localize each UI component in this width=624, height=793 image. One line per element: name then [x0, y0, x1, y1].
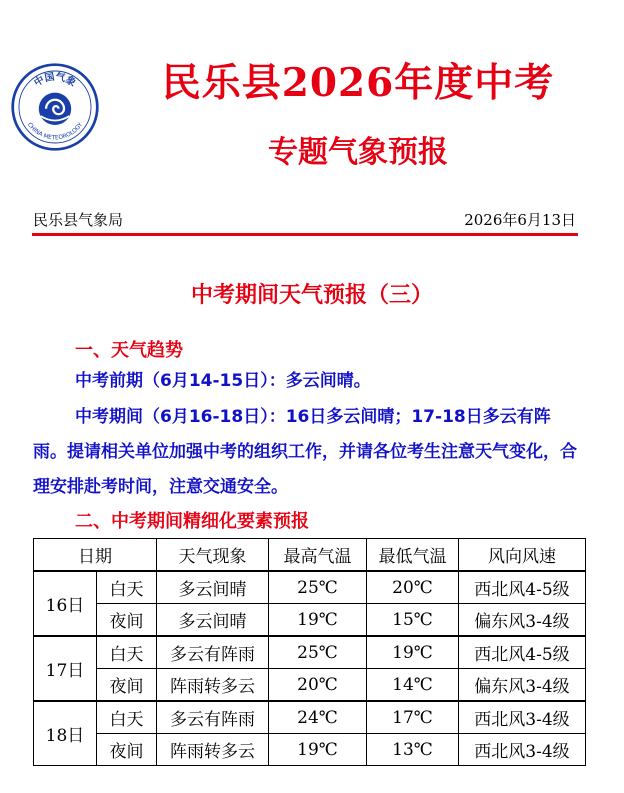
period: 夜间 [97, 669, 157, 702]
pre-exam-forecast: 中考前期（6月14-15日）：多云间晴。 [75, 371, 371, 391]
high-temp: 25℃ [269, 571, 367, 604]
low-temp: 19℃ [367, 636, 459, 669]
header-weather: 天气现象 [157, 539, 269, 572]
low-temp: 13℃ [367, 734, 459, 766]
wind: 西北风4-5级 [459, 636, 586, 669]
table-row [34, 636, 586, 669]
header-divider [32, 233, 578, 236]
table-row [34, 571, 586, 604]
header-wind: 风向风速 [459, 539, 586, 572]
weather: 多云间晴 [157, 571, 269, 604]
header-high-temp: 最高气温 [269, 539, 367, 572]
header-date: 日期 [34, 539, 157, 572]
day-date: 18日 [34, 701, 97, 766]
table-row [34, 669, 586, 702]
period: 夜间 [97, 604, 157, 637]
day-date: 16日 [34, 571, 97, 636]
table-row [34, 701, 586, 734]
issue-date: 2026年6月13日 [464, 211, 576, 229]
table-header-row [34, 539, 586, 572]
high-temp: 20℃ [269, 669, 367, 702]
section-detailed-forecast-title: 二、中考期间精细化要素预报 [75, 511, 309, 532]
low-temp: 17℃ [367, 701, 459, 734]
forecast-heading: 中考期间天气预报（三） [190, 282, 433, 308]
document-subtitle: 专题气象预报 [268, 135, 448, 170]
high-temp: 19℃ [269, 734, 367, 766]
high-temp: 24℃ [269, 701, 367, 734]
weather: 阵雨转多云 [157, 669, 269, 702]
period: 白天 [97, 636, 157, 669]
wind: 偏东风3-4级 [459, 604, 586, 637]
cma-logo [10, 62, 100, 152]
wind: 偏东风3-4级 [459, 669, 586, 702]
period: 白天 [97, 701, 157, 734]
exam-period-forecast: 中考期间（6月16-18日）：16日多云间晴；17-18日多云有阵雨。提请相关单位加强中考的组织工作，并请各位考生注意天气变化，合理安排赴考时间，注意交通安全。 [33, 407, 577, 497]
svg-text:中国气象: 中国气象 [32, 71, 78, 90]
high-temp: 25℃ [269, 636, 367, 669]
high-temp: 19℃ [269, 604, 367, 637]
section-weather-trend-title: 一、天气趋势 [75, 340, 183, 361]
low-temp: 15℃ [367, 604, 459, 637]
svg-text:CHINA METEOROLOGY: CHINA METEOROLOGY [25, 121, 85, 142]
weather: 多云有阵雨 [157, 636, 269, 669]
wind: 西北风3-4级 [459, 701, 586, 734]
forecast-table [33, 538, 586, 766]
weather: 阵雨转多云 [157, 734, 269, 766]
cma-logo-emblem [10, 62, 100, 152]
low-temp: 20℃ [367, 571, 459, 604]
weather: 多云有阵雨 [157, 701, 269, 734]
period: 夜间 [97, 734, 157, 766]
period: 白天 [97, 571, 157, 604]
issuer: 民乐县气象局 [33, 211, 124, 229]
day-date: 17日 [34, 636, 97, 701]
header-low-temp: 最低气温 [367, 539, 459, 572]
wind: 西北风4-5级 [459, 571, 586, 604]
low-temp: 14℃ [367, 669, 459, 702]
document-title: 民乐县2026年度中考 [161, 60, 555, 106]
weather: 多云间晴 [157, 604, 269, 637]
table-row [34, 734, 586, 766]
table-row [34, 604, 586, 637]
wind: 西北风3-4级 [459, 734, 586, 766]
